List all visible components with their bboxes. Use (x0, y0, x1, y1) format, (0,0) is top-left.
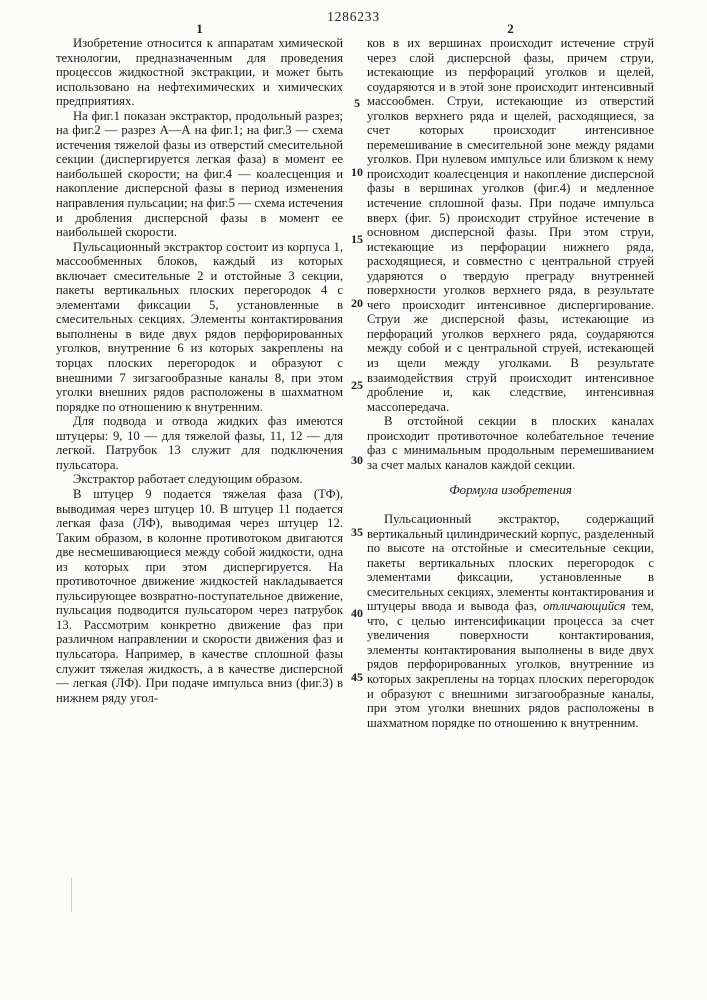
text-segment: Для подвода и отвода жидких фаз имеются штуцеры: 9, 10 — для тяжелой фазы, 11, 12 — для легкой. Патрубок 13 служит для подключения пульсатора. (56, 414, 343, 472)
paragraph (367, 36, 654, 414)
column-right (367, 36, 654, 730)
paragraph (56, 414, 343, 472)
line-number: 35 (351, 525, 363, 539)
text-segment: Пульсационный экстрактор состоит из корпуса 1, массообменных блоков, каждый из которых включает смесительные 2 и отстойные 3 секции, пакеты вертикальных плоских перегородок 4 с элементами фиксации 5, установленные в смесительных секциях. Элементы контактирования выполнены в виде двух рядов перфорированных уголков, внутренние 6 из которых закреплены на торцах плоских перегородок и образуют с внешними 7 зигзагообразные каналы 8, при этом уголки внешних рядов расположены в шахматном порядке по отношению к внутренним. (56, 239, 343, 414)
text-segment: ков в их вершинах происходит истечение струй через слой дисперсной фазы, причем струи, истекающие из перфораций уголков и щелей, соударяются и в этой зоне происходит интенсивный массообмен. Струи, истекающие из отверстий уголков верхнего ряда и щелей, расходящиеся, за счет которых происходит интенсивное перемешивание в смесительной зоне между рядами уголков. При нулевом импульсе или близком к нему происходит коалесценция и накопление дисперсной фазы в вершинах уголков (фиг.4) и медленное истечение сплошной фазы. При подаче импульса вверх (фиг. 5) происходит струйное истечение в основном дисперсной фазы. При этом струи, истекающие из перфорации нижнего ряда, расходящиеся, и совместно с центральной струей ударяются о твердую преграду внутренней поверхности уголков верхнего ряда, в результате чего происходит интенсивное диспергирование. Струи же дисперсной фазы, истекающие из перфораций уголков верхнего ряда, соударяются между собой и с центральной струей, истекающей из щели между уголками. В результате взаимодействия струй происходит интенсивное дробление и, как следствие, интенсивная массопередача. (367, 36, 654, 414)
line-number: 40 (351, 606, 363, 620)
text-segment: В отстойной секции в плоских каналах происходит противоточное колебательное течение фаз с минимальным продольным перемешиванием за счет малых каналов каждой секции. (367, 414, 654, 472)
scan-artifact (71, 878, 72, 912)
line-number: 30 (351, 453, 363, 467)
text-segment: В штуцер 9 подается тяжелая фаза (ТФ), выводимая через штуцер 10. В штуцер 11 подается легкая фаза (ЛФ), выводимая через штуцер 12. Таким образом, в колонне противотоком двигаются две несмешивающиеся между собой жидкости, одна из которых при этом диспергируется. На противоточное движение жидкостей накладывается пульсирующее возвратно-поступательное движение, пульсация подводится пульсатором через патрубок 13. Рассмотрим конкретно движение фаз при различном направлении и скорости движения фаз и пульсатора. Например, в качестве сплошной фазы служит тяжелая жидкость, а в качестве дисперсной — легкая (ЛФ). При подаче импульса вниз (фиг.3) в нижнем ряду угол- (56, 486, 343, 705)
paragraph (56, 487, 343, 705)
text-segment: Изобретение относится к аппаратам химической технологии, предназначенным для проведения процессов жидкостной экстракции, и может быть использовано на нефтехимических и химических предприятиях. (56, 36, 343, 109)
line-number: 5 (354, 96, 360, 110)
text-segment: Экстрактор работает следующим образом. (73, 472, 303, 487)
column-left (56, 36, 343, 705)
line-number: 10 (351, 165, 363, 179)
paragraph (56, 472, 343, 487)
column-2-marker: 2 (507, 21, 514, 36)
paragraph (56, 240, 343, 415)
column-1-marker: 1 (196, 21, 203, 36)
line-number: 25 (351, 378, 363, 392)
paragraph (367, 512, 654, 730)
text-segment: Формула изобретения (449, 482, 572, 498)
section-heading (367, 483, 654, 498)
text-segment: На фиг.1 показан экстрактор, продольный разрез; на фиг.2 — разрез А—А на фиг.1; на фиг.3 — схема истечения тяжелой фазы из отверстий смесительной секции (диспергируется легкая фаза) в момент ее наибольшей скорости; на фиг.4 — коалесценция и накопление дисперсной фазы в период изменения направления пульсации; на фиг.5 — схема истечения и дробления дисперсной фазы в момент ее наибольшей скорости. (56, 108, 343, 240)
text-segment: тем, что, с целью интенсификации процесса за счет увеличения поверхности контактирования, элементы контактирования выполнены в виде двух рядов перфорированных уголков, внутренние из которых закреплены на торцах плоских перегородок и образуют с внешними зигзагообразные каналы, при этом уголки внешних рядов расположены в шахматном порядке по отношению к внутренним. (367, 599, 654, 730)
text-segment: Пульсационный экстрактор, содержащий вертикальный цилиндрический корпус, разделенный по высоте на отстойные и смесительные секции, пакеты вертикальных плоских перегородок с элементами фиксации, установленные в смесительных секциях, элементы контактирования и штуцеры ввода и вывода фаз, (367, 511, 654, 614)
paragraph (56, 36, 343, 109)
paragraph (367, 414, 654, 472)
line-number: 45 (351, 670, 363, 684)
paragraph (56, 109, 343, 240)
text-segment: отличающийся (543, 599, 626, 614)
line-number: 20 (351, 296, 363, 310)
line-number: 15 (351, 232, 363, 246)
patent-number: 1286233 (327, 9, 380, 24)
